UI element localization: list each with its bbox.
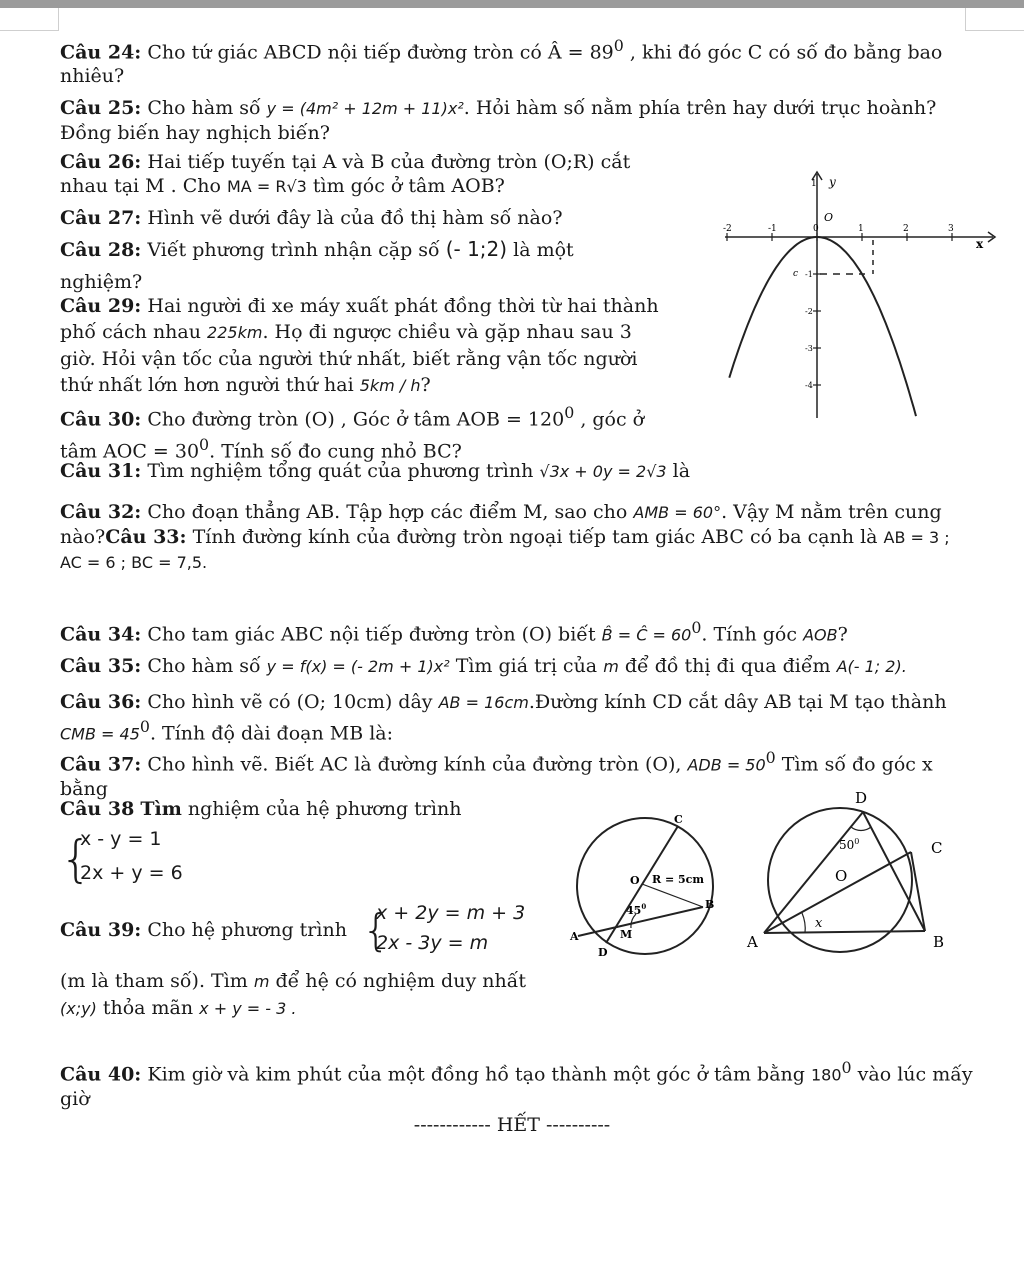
- radius-label: R = 5cm: [652, 873, 705, 886]
- angle-arc-d: [851, 827, 871, 831]
- point-a: A: [570, 930, 579, 943]
- parabola-curve: [729, 237, 916, 416]
- question-40: Câu 40: Kim giờ và kim phút của một đồng hồ tạo thành một góc ở tâm bằng $180^0$ vào lúc mấy giờ: [60, 1058, 973, 1111]
- question-label: Câu 28:: [60, 239, 142, 261]
- system-38: [80, 822, 183, 890]
- question-30: Câu 30: Cho đường tròn (O) , Góc ở tâm AOB = $120^0$ , góc ở tâm AOC = $30^0$. Tính số đo cung nhỏ BC?: [60, 403, 645, 463]
- system-brace: {: [60, 830, 92, 888]
- angle-label: $50^0$: [839, 837, 860, 852]
- equation-2: 2x + y = 6: [80, 862, 183, 884]
- y-tick-label: 1: [811, 179, 817, 189]
- point-m: M: [620, 928, 633, 941]
- question-32: Câu 32: Cho đoạn thẳng AB. Tập hợp các điểm M, sao cho AMB = 60°. Vậy M nằm trên cung nào?Câu 33: Tính đường kính của đường tròn ngoại tiếp tam giác ABC có ba cạnh là AB = 3 ; AC = 6 ; BC = 7,5.: [60, 501, 950, 572]
- y-tick-label: -2: [805, 307, 813, 316]
- equation-1: x - y = 1: [80, 828, 162, 850]
- point-b: B: [933, 933, 945, 951]
- question-36: Câu 36: Cho hình vẽ có (O; 10cm) dây AB = 16cm.Đường kính CD cắt dây AB tại M tạo thành CMB = $45^0$. Tính độ dài đoạn MB là:: [60, 691, 947, 745]
- equation-2: 2x - 3y = m: [376, 932, 489, 954]
- point-c-label: c: [793, 269, 799, 279]
- point-b: B: [705, 898, 715, 911]
- system-39: [376, 898, 525, 958]
- question-label: Câu 31:: [60, 460, 142, 482]
- point-d: D: [598, 946, 608, 959]
- figure-chord-circle: [568, 810, 738, 960]
- question-38: Câu 38 Tìm nghiệm của hệ phương trình: [60, 798, 462, 820]
- question-39-label: Câu 39: Cho hệ phương trình: [60, 919, 347, 941]
- question-24: Câu 24: Cho tứ giác ABCD nội tiếp đường tròn có Â = $89^0$ , khi đó góc C có số đo bằng bao nhiêu?: [60, 36, 943, 88]
- question-label: Câu 24:: [60, 41, 142, 64]
- question-27: Câu 27: Hình vẽ dưới đây là của đồ thị hàm số nào?: [60, 207, 563, 229]
- x-tick-label: -2: [723, 224, 732, 234]
- question-34: Câu 34: Cho tam giác ABC nội tiếp đường tròn (O) biết B̂ = Ĉ = $60^0$. Tính góc AOB?: [60, 618, 848, 646]
- page-corner-left: [0, 8, 59, 31]
- x-tick-label: 3: [948, 224, 954, 234]
- angle-arc-x: [802, 913, 805, 933]
- question-label: Câu 40:: [60, 1063, 142, 1086]
- point-a: A: [747, 933, 758, 951]
- origin-label: O: [824, 211, 834, 224]
- system-brace: {: [362, 905, 390, 956]
- equation-1: x + 2y = m + 3: [376, 902, 526, 924]
- question-26: Câu 26: Hai tiếp tuyến tại A và B của đường tròn (O;R) cắt nhau tại M . Cho MA = R√3 tìm góc ở tâm AOB?: [60, 151, 631, 197]
- point-o: O: [630, 874, 640, 887]
- question-37: Câu 37: Cho hình vẽ. Biết AC là đường kính của đường tròn (O), ADB = $50^0$ Tìm số đo góc x bằng: [60, 748, 933, 801]
- question-label: Câu 38: [60, 798, 135, 820]
- y-tick-label: -3: [805, 344, 813, 353]
- point-d: D: [855, 789, 868, 807]
- question-label: Câu 25:: [60, 97, 142, 119]
- line-ac: [764, 852, 911, 933]
- y-axis-label: y: [829, 175, 836, 189]
- parabola-graph: [725, 168, 997, 420]
- question-label: Câu 27:: [60, 207, 142, 229]
- figure-inscribed-quadrilateral: [745, 785, 960, 955]
- top-bar: [0, 0, 1024, 8]
- question-39-body: (m là tham số). Tìm m để hệ có nghiệm duy nhất (x;y) thỏa mãn x + y = - 3 .: [60, 970, 526, 1019]
- question-31: Câu 31: Tìm nghiệm tổng quát của phương trình √3x + 0y = 2√3 là: [60, 460, 691, 482]
- page-corner-right: [965, 8, 1024, 31]
- question-label: Câu 29:: [60, 295, 142, 317]
- question-label: Câu 26:: [60, 151, 142, 173]
- angle-label: $45^0$: [626, 902, 647, 917]
- question-label: Câu 32:: [60, 501, 142, 523]
- point-c: C: [674, 813, 683, 826]
- question-label: Câu 30:: [60, 408, 142, 431]
- question-label: Câu 37:: [60, 753, 142, 776]
- point-o: O: [835, 867, 848, 885]
- point-c: C: [931, 839, 943, 857]
- radius-ob: [642, 884, 703, 907]
- x-tick-label: 1: [858, 224, 864, 234]
- question-29: Câu 29: Hai người đi xe máy xuất phát đồng thời từ hai thành phố cách nhau 225km. Họ đi ngược chiều và gặp nhau sau 3 giờ. Hỏi vận tốc của người thứ nhất, biết rằng vận tốc người thứ nhất lớn hơn người thứ hai 5km / h?: [60, 295, 659, 396]
- question-label: Câu 33:: [105, 526, 187, 548]
- x-tick-label: -1: [768, 224, 777, 234]
- end-marker: ------------ HẾT ----------: [413, 1114, 611, 1136]
- question-label: Câu 34:: [60, 623, 142, 646]
- question-label: Câu 39:: [60, 919, 142, 941]
- x-tick-label: 0: [813, 224, 819, 234]
- y-tick-label: -1: [805, 270, 813, 279]
- question-25: Câu 25: Cho hàm số y = (4m² + 12m + 11)x². Hỏi hàm số nằm phía trên hay dưới trục hoành? Đồng biến hay nghịch biến?: [60, 97, 937, 144]
- x-tick-label: 2: [903, 224, 909, 234]
- question-label: Câu 36:: [60, 691, 142, 713]
- x-axis-label: x: [976, 237, 984, 251]
- circle: [577, 818, 713, 954]
- question-label: Câu 35:: [60, 655, 142, 677]
- line-da: [764, 812, 863, 933]
- line-db: [863, 812, 925, 931]
- question-35: Câu 35: Cho hàm số y = f(x) = (- 2m + 1)x² Tìm giá trị của m để đồ thị đi qua điểm A(- 1; 2).: [60, 655, 907, 677]
- y-tick-label: -4: [805, 381, 813, 390]
- angle-x-label: x: [815, 916, 823, 931]
- question-28: Câu 28: Viết phương trình nhận cặp số (- 1;2) là một nghiệm?: [60, 237, 574, 293]
